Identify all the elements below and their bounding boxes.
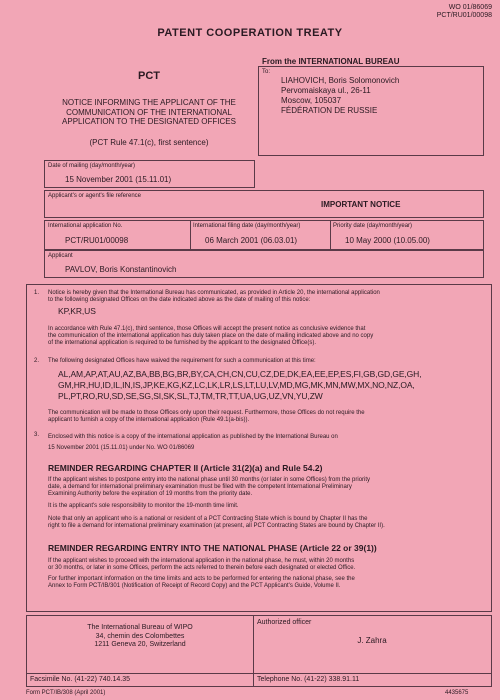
addressee-box [258, 66, 484, 156]
national-phase-text: If the applicant wishes to proceed with the international application in the national phase, he must, within 20 months or 30 months, or later in some Offices, perform the acts referred to therein before each designated or elected Office. [48, 558, 356, 572]
addressee-country: FÉDÉRATION DE RUSSIE [281, 106, 378, 115]
item-number-2: 2. [34, 358, 40, 364]
file-reference-box [44, 190, 484, 218]
item-number-3: 3. [34, 432, 40, 438]
pct-number: PCT/RU01/00098 [436, 12, 492, 19]
applicant-name: PAVLOV, Boris Konstantinovich [65, 265, 177, 274]
chapter-ii-note: Note that only an applicant who is a national or resident of a PCT Contracting State which is bound by Chapter II has the right to file a demand for international preliminary examination (at present, all PCT Contracting States are bound by Chapter II). [48, 516, 385, 530]
filing-label: International filing date (day/month/year) [193, 223, 301, 229]
form-number: Form PCT/IB/308 (April 2001) [26, 690, 106, 696]
from-label: From the INTERNATIONAL BUREAU [262, 57, 400, 66]
communicated-offices: KP,KR,US [58, 306, 96, 316]
item-number-1: 1. [34, 290, 40, 296]
wo-number: WO 01/86069 [448, 4, 492, 11]
notice-title: NOTICE INFORMING THE APPLICANT OF THE COMMUNICATION OF THE INTERNATIONAL APPLICATION TO THE DESIGNATED OFFICES [62, 98, 236, 126]
page-title: PATENT COOPERATION TREATY [157, 27, 343, 39]
addressee-name: LIAHOVICH, Boris Solomonovich [281, 76, 400, 85]
paragraph-1b: In accordance with Rule 47.1(c), third sentence, those Offices will accept the present notice as conclusive evidence that the communication of the international application has duly taken place on the date of mailing indicated above and no copy of the international application is required to be furnished by the applicant to the designated Office(s). [48, 326, 374, 347]
chapter-ii-monitor: It is the applicant's sole responsibility to monitor the 19-month time limit. [48, 503, 239, 509]
mailing-label: Date of mailing (day/month/year) [48, 163, 136, 169]
pct-label: PCT [138, 70, 160, 82]
applicant-label: Applicant [48, 253, 73, 259]
fax-number: Facsimile No. (41-22) 740.14.35 [30, 676, 130, 683]
priority-label: Priority date (day/month/year) [333, 223, 413, 229]
filing-date: 06 March 2001 (06.03.01) [205, 236, 298, 245]
chapter-ii-heading: REMINDER REGARDING CHAPTER II (Article 31(2)(a) and Rule 54.2) [48, 463, 323, 473]
waived-offices: AL,AM,AP,AT,AU,AZ,BA,BB,BG,BR,BY,CA,CH,CN,CU,CZ,DE,DK,EA,EE,EP,ES,FI,GB,GD,GE,GH, GM,HR,HU,ID,IL,IN,IS,JP,KE,KG,KZ,LC,LK,LR,LS,LT,LU,LV,MD,MG,MK,MN,MW,MX,NO,NZ,OA, PL,PT,RO,RU,SD,SE,SG,SI,SK,SL,TJ,TM,TR,TT,UA,UG,UZ,VN,YU,ZW [58, 369, 422, 401]
file-ref-label: Applicant's or agent's file reference [48, 193, 142, 199]
document-code: 4435675 [445, 690, 469, 696]
paragraph-2b: The communication will be made to those Offices only upon their request. Furthermore, those Offices do not require the applicant to furnish a copy of the international application (Rule 49.1(a-bis)). [48, 410, 365, 424]
app-no-label: International application No. [48, 223, 123, 229]
paragraph-1: Notice is hereby given that the International Bureau has communicated, as provided in Article 20, the international application to the following designated Offices on the date indicated above as the date of mailing of this notice: [48, 290, 380, 304]
mailing-date: 15 November 2001 (15.11.01) [65, 175, 172, 184]
mailing-date-box [44, 160, 255, 188]
officer-label: Authorized officer [257, 619, 312, 626]
paragraph-3: Enclosed with this notice is a copy of the international application as published by the International Bureau on 15 November 2001 (15.11.01) under No. WO 01/86069 [48, 434, 338, 451]
national-phase-info: For further important information on the time limits and acts to be performed for entering the national phase, see the Annex to Form PCT/IB/301 (Notification of Receipt of Record Copy) and the PCT Applicant's Guide, Volume II. [48, 576, 355, 590]
rule-reference: (PCT Rule 47.1(c), first sentence) [89, 138, 209, 147]
to-label: To: [262, 69, 271, 75]
app-no: PCT/RU01/00098 [65, 236, 129, 245]
addressee-street: Pervomaiskaya ul., 26-11 [281, 86, 371, 95]
application-row [44, 220, 484, 250]
paragraph-2: The following designated Offices have waived the requirement for such a communication at this time: [48, 358, 316, 364]
important-notice: IMPORTANT NOTICE [321, 200, 401, 209]
phone-number: Telephone No. (41-22) 338.91.11 [257, 676, 360, 683]
applicant-row [44, 250, 484, 278]
chapter-ii-text: If the applicant wishes to postpone entry into the national phase until 30 months (or later in some Offices) from the priority date, a demand for international preliminary examination must be filed with the competent International Preliminary Examining Authority before the expiration of 19 months from the priority date. [48, 477, 371, 498]
addressee-city: Moscow, 105037 [281, 96, 342, 105]
national-phase-heading: REMINDER REGARDING ENTRY INTO THE NATIONAL PHASE (Article 22 or 39(1)) [48, 543, 377, 553]
footer-box [26, 615, 492, 687]
authorized-officer: J. Zahra [357, 636, 387, 645]
priority-date: 10 May 2000 (10.05.00) [345, 236, 430, 245]
bureau-address: The International Bureau of WIPO 34, chemin des Colombettes 1211 Geneva 20, Switzerland [87, 624, 193, 648]
